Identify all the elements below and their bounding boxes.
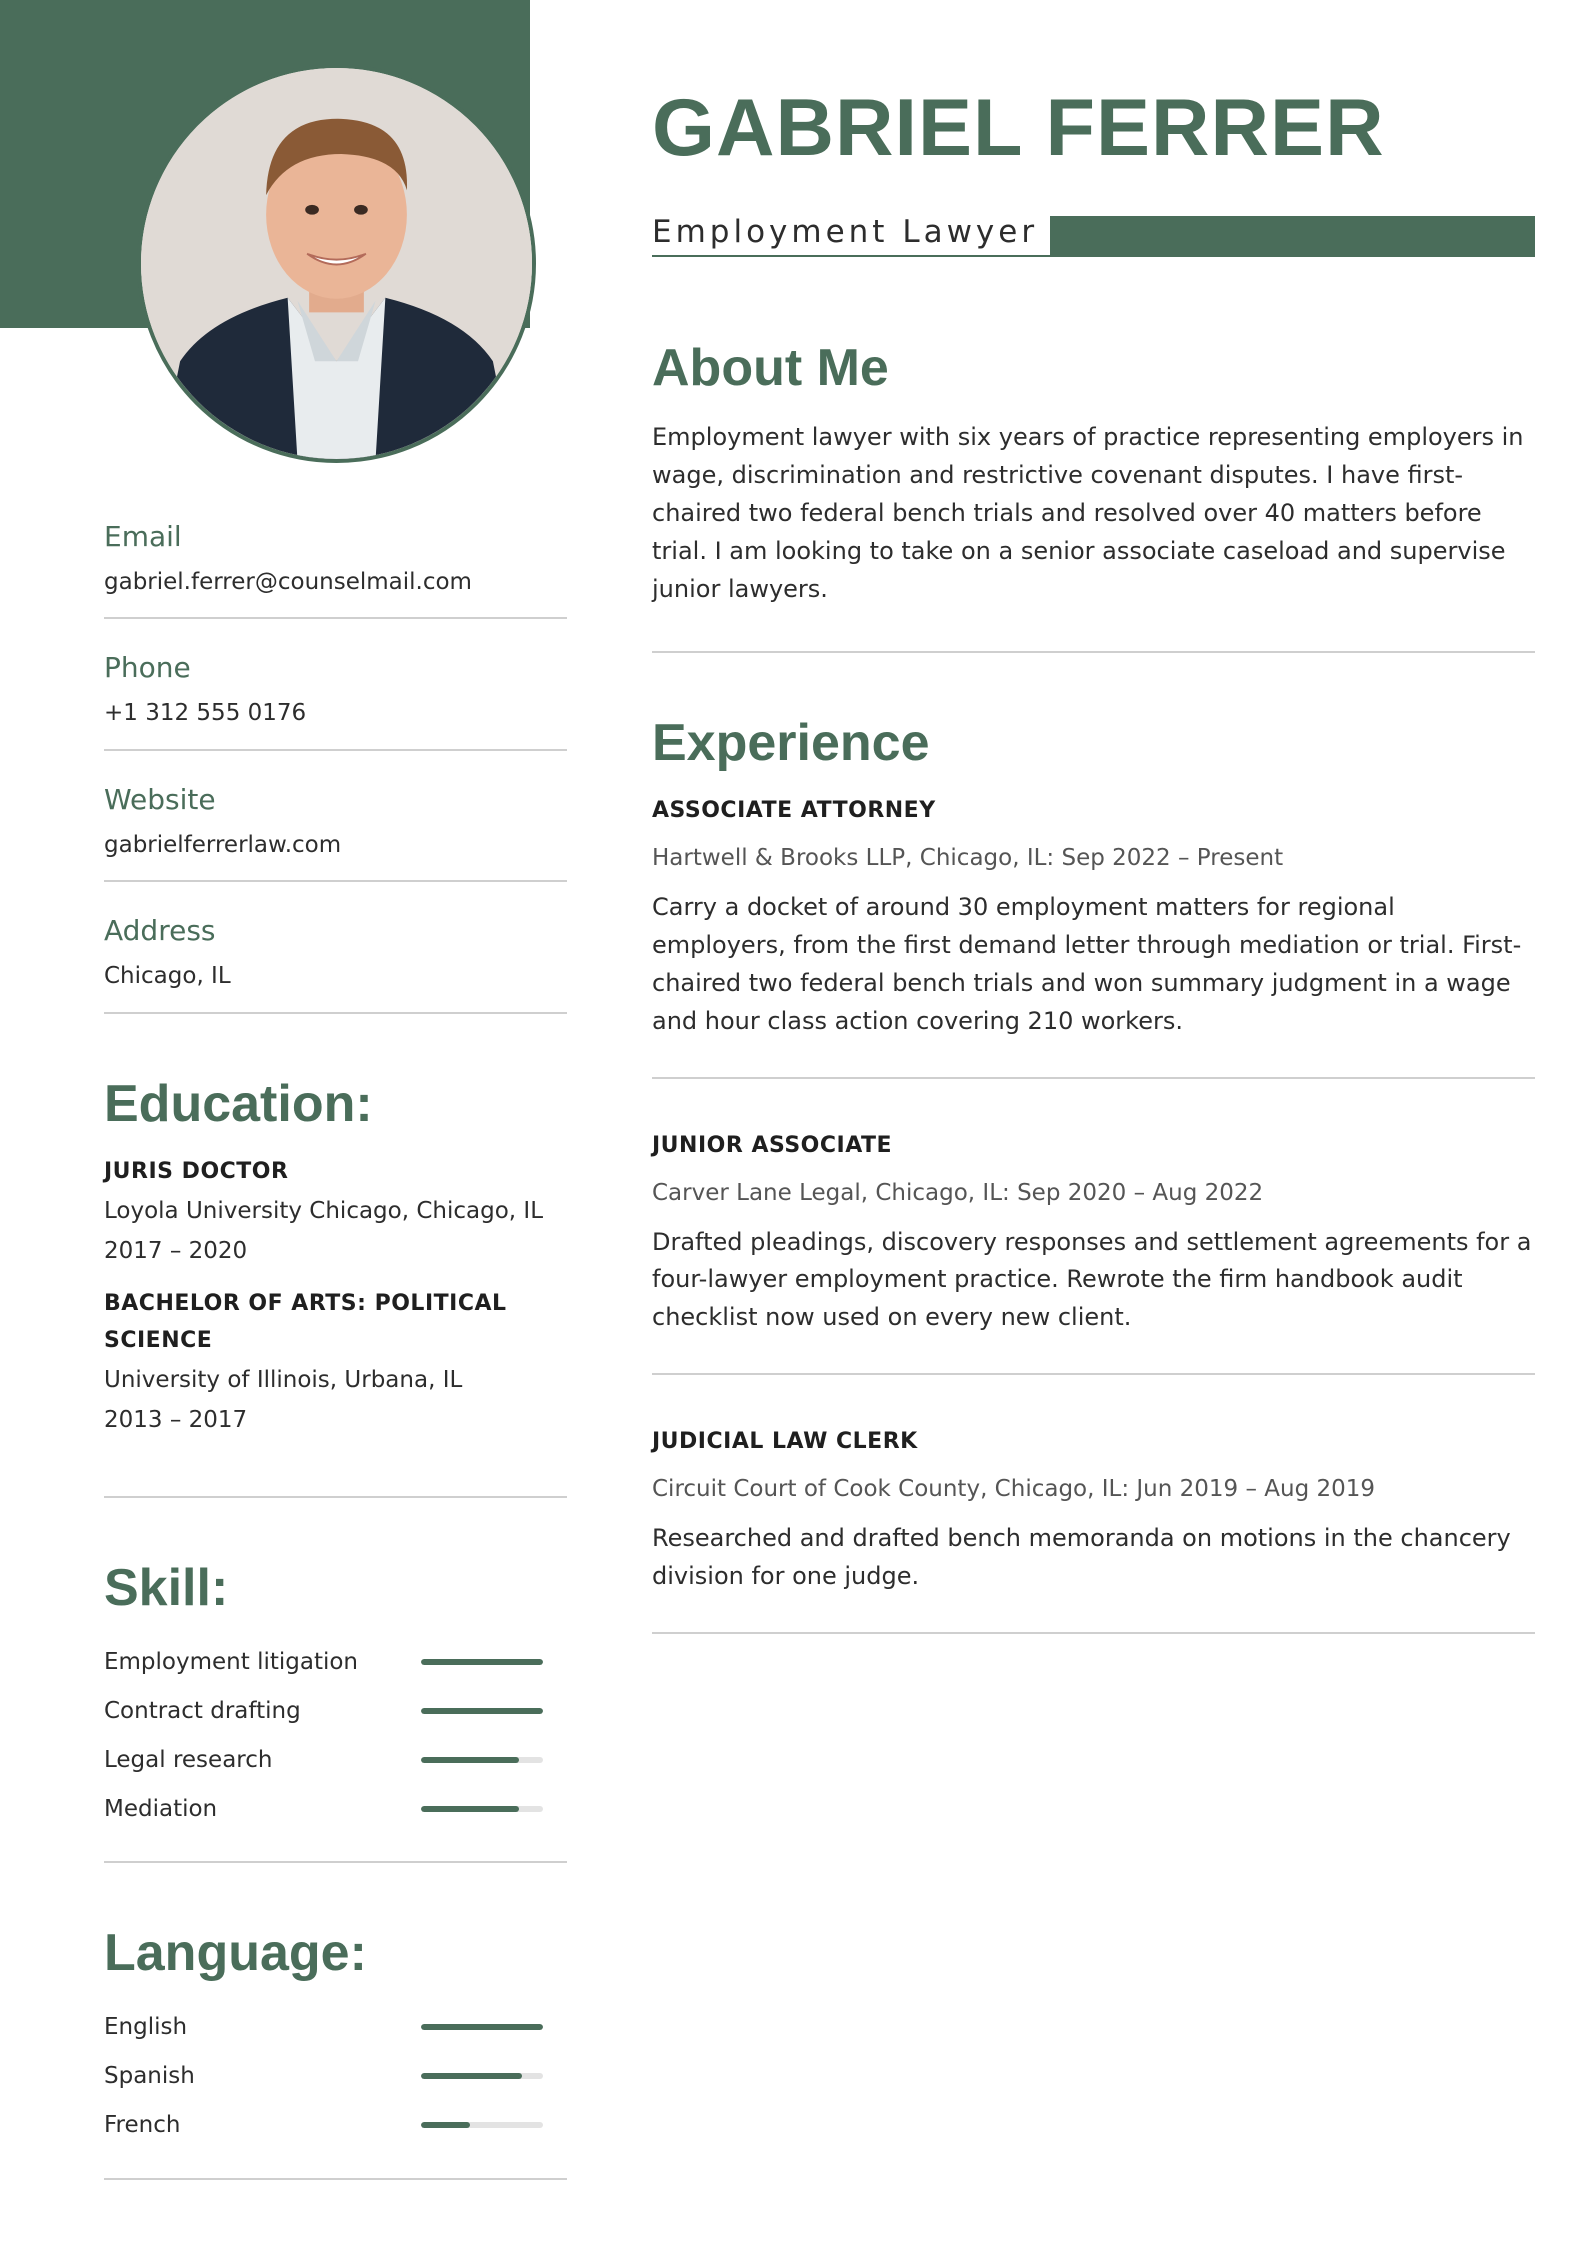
skill-level-fill xyxy=(421,1708,543,1714)
skill-label: Mediation xyxy=(104,1795,218,1822)
education-section xyxy=(104,1076,567,1498)
languages-section xyxy=(104,1925,567,2179)
job-role: Employment Lawyer xyxy=(652,214,1039,250)
skill-row xyxy=(104,1735,567,1784)
skill-label: Legal research xyxy=(104,1746,273,1773)
job-org-dates: Hartwell & Brooks LLP, Chicago, IL: Sep 2022 – Present xyxy=(652,844,1284,871)
education-years: 2013 – 2017 xyxy=(104,1407,248,1434)
skill-level-fill xyxy=(421,1806,519,1812)
languages-list xyxy=(104,2003,567,2150)
job-description: Researched and drafted bench memoranda on motions in the chancery division for one judge. xyxy=(652,1524,1511,1591)
education-degree: JURIS DOCTOR xyxy=(104,1159,289,1185)
contact-value: gabriel.ferrer@counselmail.com xyxy=(104,568,472,595)
education-degree: BACHELOR OF ARTS: POLITICAL SCIENCE xyxy=(104,1291,507,1354)
language-row xyxy=(104,2101,567,2150)
about-heading: About Me xyxy=(652,339,889,397)
education-item xyxy=(104,1153,567,1271)
language-label: Spanish xyxy=(104,2063,195,2090)
contact-value: gabrielferrerlaw.com xyxy=(104,831,342,858)
language-level-fill xyxy=(421,2024,543,2030)
skill-row xyxy=(104,1686,567,1735)
skill-row xyxy=(104,1784,567,1833)
role-underline xyxy=(652,255,1052,257)
education-years: 2017 – 2020 xyxy=(104,1237,248,1264)
contact-label: Email xyxy=(104,520,182,553)
language-label: English xyxy=(104,2014,188,2041)
experience-list xyxy=(652,798,1535,1634)
job-description: Carry a docket of around 30 employment matters for regional employers, from the first demand letter through mediation or trial. First-chaired two federal bench trials and won summary judgment in a wage and hour class action covering 210 workers. xyxy=(652,892,1522,1035)
job-title: JUDICIAL LAW CLERK xyxy=(652,1429,918,1455)
education-school: Loyola University Chicago, Chicago, IL xyxy=(104,1197,544,1224)
candidate-name: GABRIEL FERRER xyxy=(652,83,1385,173)
job-description: Drafted pleadings, discovery responses and settlement agreements for a four-lawyer employment practice. Rewrote the firm handbook audit checklist now used on every new client. xyxy=(652,1227,1532,1332)
job-title: JUNIOR ASSOCIATE xyxy=(652,1132,893,1158)
person-portrait-icon xyxy=(141,68,532,459)
section-divider xyxy=(652,1077,1535,1079)
language-level-fill xyxy=(421,2122,470,2128)
contact-list xyxy=(104,520,567,1014)
education-list xyxy=(104,1153,567,1440)
skills-section xyxy=(104,1560,567,1863)
skill-level-track xyxy=(421,1708,543,1714)
skills-list xyxy=(104,1637,567,1833)
language-level-track xyxy=(421,2122,543,2128)
language-row xyxy=(104,2003,567,2052)
contact-label: Website xyxy=(104,782,216,816)
skills-heading: Skill: xyxy=(104,1559,229,1618)
section-divider xyxy=(652,1373,1535,1375)
job-org-dates: Carver Lane Legal, Chicago, IL: Sep 2020 – Aug 2022 xyxy=(652,1179,1264,1206)
job-title: ASSOCIATE ATTORNEY xyxy=(652,797,936,823)
education-item xyxy=(104,1285,567,1440)
contact-item-address xyxy=(104,914,567,1013)
section-divider xyxy=(652,1632,1535,1634)
experience-heading: Experience xyxy=(652,713,930,772)
contact-item-email xyxy=(104,520,567,619)
contact-value: Chicago, IL xyxy=(104,963,231,990)
experience-item xyxy=(652,798,1535,1079)
language-row xyxy=(104,2052,567,2101)
languages-heading: Language: xyxy=(104,1924,367,1983)
job-org-dates: Circuit Court of Cook County, Chicago, IL: Jun 2019 – Aug 2019 xyxy=(652,1476,1376,1503)
skill-label: Contract drafting xyxy=(104,1697,301,1724)
skill-label: Employment litigation xyxy=(104,1648,359,1675)
language-level-track xyxy=(421,2024,543,2030)
skill-level-track xyxy=(421,1806,543,1812)
about-text: Employment lawyer with six years of practice representing employers in wage, discrimination and restrictive covenant disputes. I have first-chaired two federal bench trials and resolved over 40 matters before trial. I am looking to take on a senior associate caseload and supervise junior lawyers. xyxy=(652,423,1524,603)
skill-level-fill xyxy=(421,1659,543,1665)
education-heading: Education: xyxy=(104,1074,373,1133)
experience-item xyxy=(652,1133,1535,1376)
skill-level-fill xyxy=(421,1757,519,1763)
experience-item xyxy=(652,1429,1535,1634)
role-accent-bar xyxy=(1050,216,1535,257)
language-level-fill xyxy=(421,2073,522,2079)
education-school: University of Illinois, Urbana, IL xyxy=(104,1366,463,1393)
skill-row xyxy=(104,1637,567,1686)
contact-value: +1 312 555 0176 xyxy=(104,700,307,727)
contact-label: Address xyxy=(104,914,216,948)
contact-label: Phone xyxy=(104,651,191,685)
left-column xyxy=(104,520,567,2242)
skill-level-track xyxy=(421,1757,543,1763)
section-divider xyxy=(652,651,1535,653)
language-level-track xyxy=(421,2073,543,2079)
language-label: French xyxy=(104,2112,181,2139)
profile-photo xyxy=(137,64,536,463)
contact-item-phone xyxy=(104,651,567,750)
skill-level-track xyxy=(421,1659,543,1665)
contact-item-website xyxy=(104,783,567,882)
right-column xyxy=(652,340,1535,1688)
